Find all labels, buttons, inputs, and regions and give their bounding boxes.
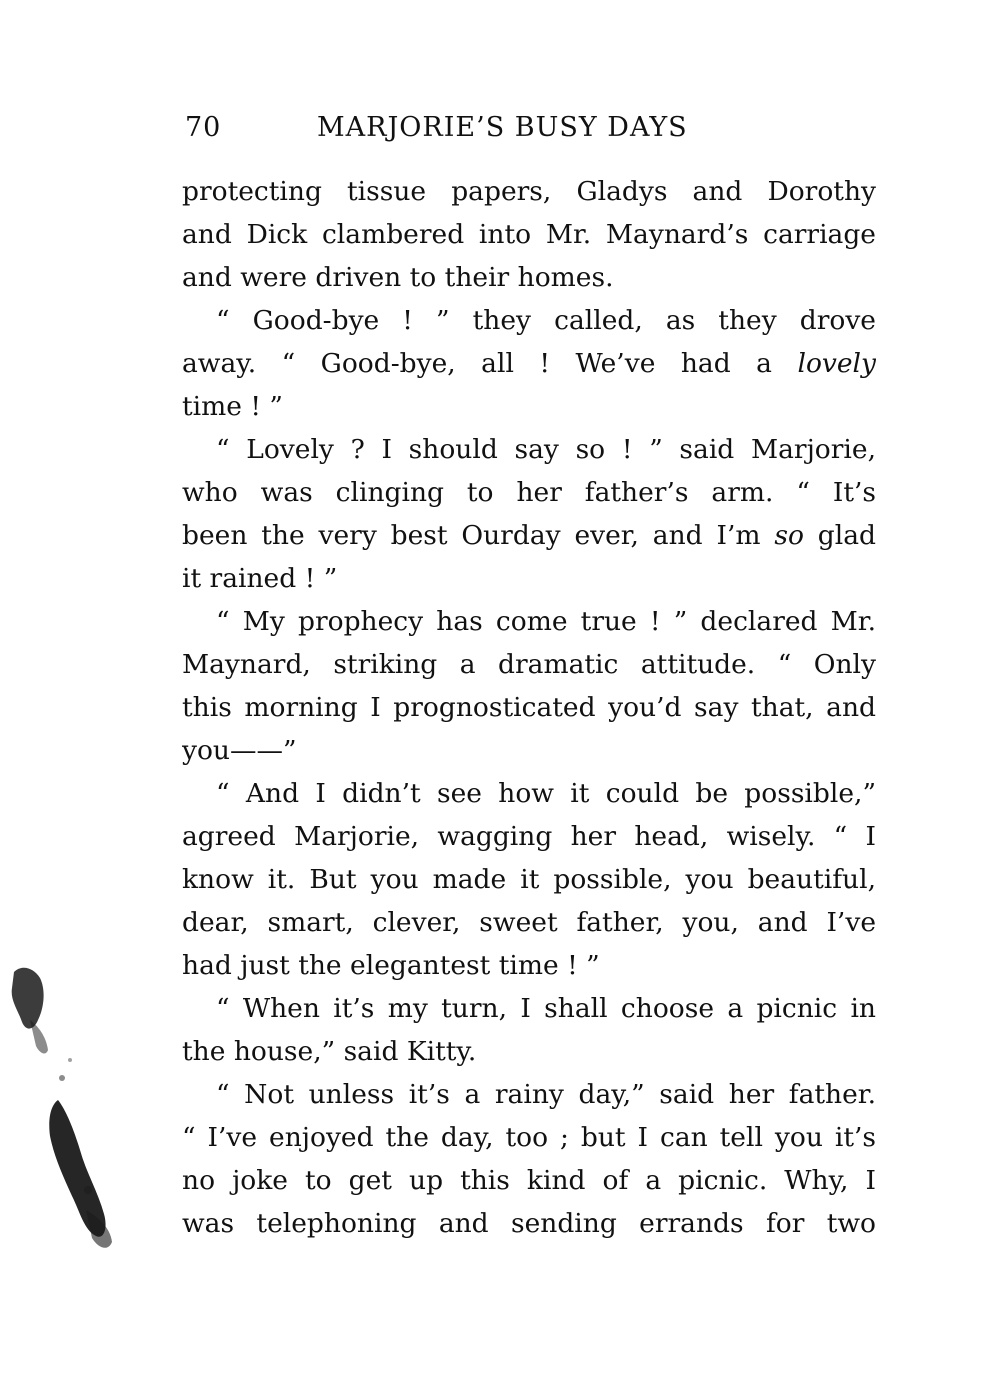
text-line: “ Not unless it’s a rainy day,” said her father. [216, 1079, 876, 1110]
text-line: dear, smart, clever, sweet father, you, and I’ve [182, 907, 876, 938]
text-line: no joke to get up this kind of a picnic. Why, I [182, 1165, 876, 1196]
running-head [185, 112, 745, 152]
text-line: and were driven to their homes. [182, 262, 614, 293]
page-number: 70 [185, 112, 222, 143]
text-line: agreed Marjorie, wagging her head, wisely. “ I [182, 821, 876, 852]
text-line: protecting tissue papers, Gladys and Dorothy [182, 176, 876, 207]
text-line: this morning I prognosticated you’d say that, and [182, 692, 876, 723]
text-line: it rained ! ” [182, 563, 338, 594]
text-line: “ When it’s my turn, I shall choose a picnic in [216, 993, 876, 1024]
text-line: “ My prophecy has come true ! ” declared Mr. [216, 606, 876, 637]
ink-smudge [0, 960, 140, 1260]
text-line: “ Good-bye ! ” they called, as they drove [216, 305, 876, 336]
body-text [182, 170, 876, 1245]
text-line: “ And I didn’t see how it could be possible,” [216, 778, 876, 809]
text-line: know it. But you made it possible, you beautiful, [182, 864, 876, 895]
italic-word: lovely [797, 348, 876, 379]
text-line: “ Lovely ? I should say so ! ” said Marjorie, [216, 434, 876, 465]
text-line: time ! ” [182, 391, 283, 422]
text-line: who was clinging to her father’s arm. “ It’s [182, 477, 876, 508]
running-title: MARJORIE’S BUSY DAYS [317, 112, 688, 143]
text-line: Maynard, striking a dramatic attitude. “ Only [182, 649, 876, 680]
text-line: the house,” said Kitty. [182, 1036, 477, 1067]
text-line [182, 514, 876, 557]
italic-word: so [774, 520, 804, 551]
text-line: had just the elegantest time ! ” [182, 950, 600, 981]
text-segment: away. “ Good-bye, all ! We’ve had a [182, 348, 798, 379]
text-segment: glad [803, 520, 876, 551]
text-line: “ I’ve enjoyed the day, too ; but I can tell you it’s [182, 1122, 876, 1153]
text-line: you——” [182, 735, 297, 766]
text-line: was telephoning and sending errands for two [182, 1208, 876, 1239]
text-line: and Dick clambered into Mr. Maynard’s carriage [182, 219, 876, 250]
text-line [182, 342, 876, 385]
text-segment: been the very best Ourday ever, and I’m [182, 520, 775, 551]
